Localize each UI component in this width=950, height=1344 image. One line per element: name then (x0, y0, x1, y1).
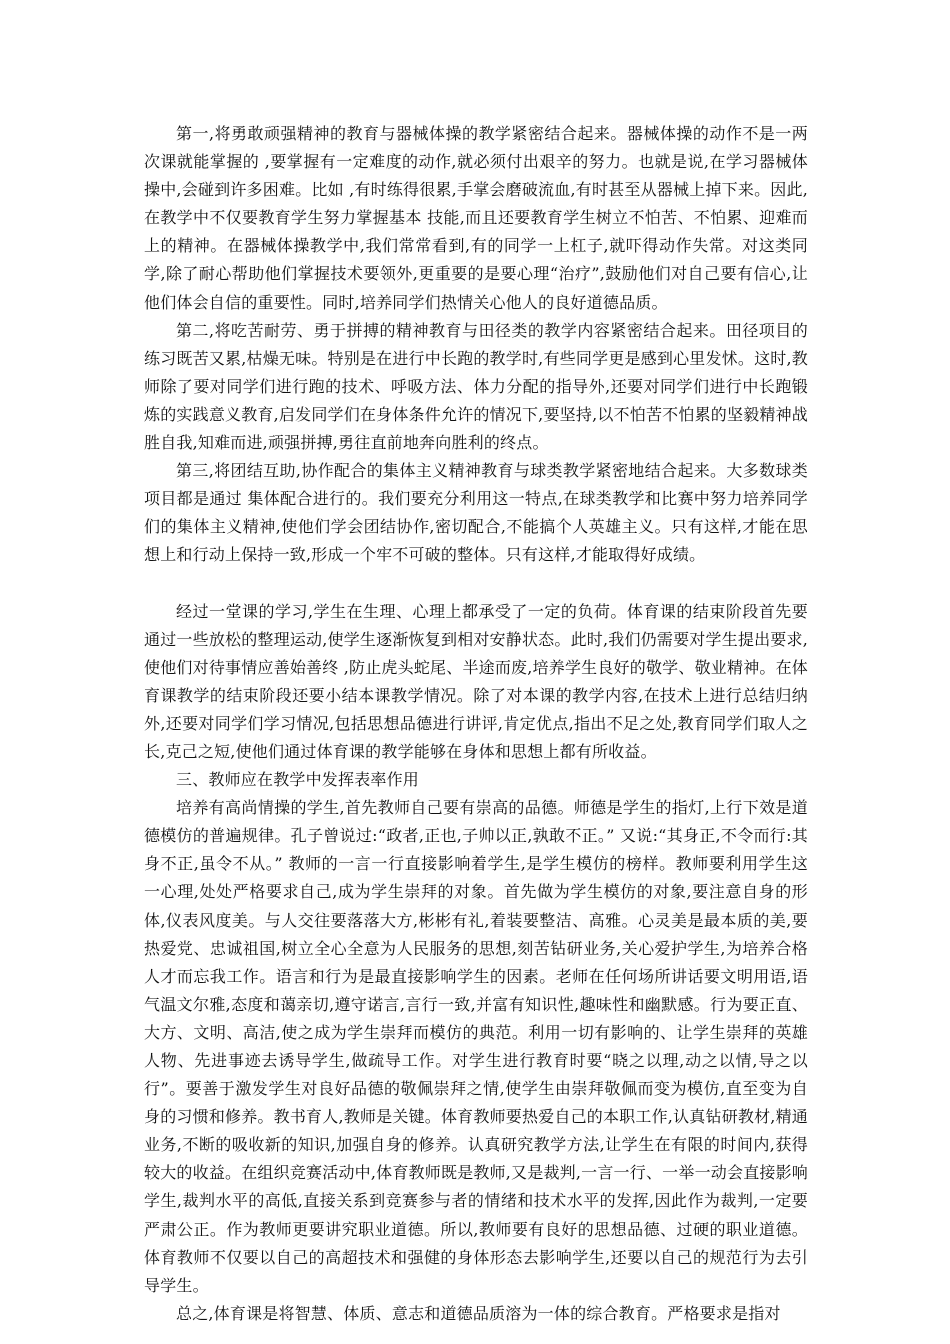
paragraph-conclusion: 总之,体育课是将智慧、体质、意志和道德品质溶为一体的综合教育。严格要求是指对 (176, 1303, 781, 1323)
paragraph-ball-games: 第三,将团结互助,协作配合的集体主义精神教育与球类教学紧密地结合起来。大多数球类项目都是通过 集体配合进行的。我们要充分利用这一特点,在球类教学和比赛中努力培养同学们的集体主义精神,使他们学会团结协作,密切配合,不能搞个人英雄主义。只有这样,才能在思想上和行动上保持一致,形成一个牢不可破的整体。只有这样,才能取得好成绩。 (144, 461, 808, 565)
document-body (144, 120, 808, 1328)
paragraph-teacher-example: 培养有高尚情操的学生,首先教师自己要有崇高的品德。师德是学生的指灯,上行下效是道德模仿的普遍规律。孔子曾说过:“政者,正也,子帅以正,孰敢不正。” 又说:“其身正,不令而行:其身不正,虽令不从。” 教师的一言一行直接影响着学生,是学生模仿的榜样。教师要利用学生这一心理,处处严格要求自己,成为学生崇拜的对象。首先做为学生模仿的对象,要注意自身的形体,仪表风度美。与人交往要落落大方,彬彬有礼,着装要整洁、高雅。心灵美是最本质的美,要热爱党、忠诚祖国,树立全心全意为人民服务的思想,刻苦钻研业务,关心爱护学生,为培养合格人才而忘我工作。语言和行为是最直接影响学生的因素。老师在任何场所讲话要文明用语,语气温文尔雅,态度和蔼亲切,遵守诺言,言行一致,并富有知识性,趣味性和幽默感。行为要正直、大方、文明、高洁,使之成为学生崇拜而模仿的典范。利用一切有影响的、让学生崇拜的英雄人物、先进事迹去诱导学生,做疏导工作。对学生进行教育时要“晓之以理,动之以情,导之以行”。要善于激发学生对良好品德的敬佩崇拜之情,使学生由崇拜敬佩而变为模仿,直至变为自身的习惯和修养。教书育人,教师是关键。体育教师要热爱自己的本职工作,认真钻研教材,精通业务,不断的吸收新的知识,加强自身的修养。认真研究教学方法,让学生在有限的时间内,获得较大的收益。在组织竞赛活动中,体育教师既是教师,又是裁判,一言一行、一举一动会直接影响学生,裁判水平的高低,直接关系到竞赛参与者的情绪和技术水平的发挥,因此作为裁判,一定要严肃公正。作为教师更要讲究职业道德。所以,教师要有良好的思想品德、过硬的职业道德。体育教师不仅要以自己的高超技术和强健的身体形态去影响学生,还要以自己的规范行为去引导学生。 (144, 798, 808, 1295)
paragraph-gymnastics: 第一,将勇敢顽强精神的教育与器械体操的教学紧密结合起来。器械体操的动作不是一两次课就能掌握的 ,要掌握有一定难度的动作,就必须付出艰辛的努力。也就是说,在学习器械体操中,会碰到许多困难。比如 ,有时练得很累,手掌会磨破流血,有时甚至从器械上掉下来。因此,在教学中不仅要教育学生努力掌握基本 技能,而且还要教育学生树立不怕苦、不怕累、迎难而上的精神。在器械体操教学中,我们常常看到,有的同学一上杠子,就吓得动作失常。对这类同学,除了耐心帮助他们掌握技术要领外,更重要的是要心理“治疗”,鼓励他们对自己要有信心,让他们体会自信的重要性。同时,培养同学们热情关心他人的良好道德品质。 (144, 124, 808, 312)
paragraph-class-ending: 经过一堂课的学习,学生在生理、心理上都承受了一定的负荷。体育课的结束阶段首先要通过一些放松的整理运动,使学生逐渐恢复到相对安静状态。此时,我们仍需要对学生提出要求,使他们对待事情应善始善终 ,防止虎头蛇尾、半途而废,培养学生良好的敬学、敬业精神。在体育课教学的结束阶段还要小结本课教学情况。除了对本课的教学内容,在技术上进行总结归纳外,还要对同学们学习情况,包括思想品德进行讲评,肯定优点,指出不足之处,教育同学们取人之长,克己之短,使他们通过体育课的教学能够在身体和思想上都有所收益。 (144, 601, 808, 761)
paragraph-track-field: 第二,将吃苦耐劳、勇于拼搏的精神教育与田径类的教学内容紧密结合起来。田径项目的练习既苦又累,枯燥无味。特别是在进行中长跑的教学时,有些同学更是感到心里发怵。这时,教师除了要对同学们进行跑的技术、呼吸方法、体力分配的指导外,还要对同学们进行中长跑锻炼的实践意义教育,启发同学们在身体条件允许的情况下,要坚持,以不怕苦不怕累的坚毅精神战胜自我,知难而进,顽强拼搏,勇往直前地奔向胜利的终点。 (144, 320, 808, 453)
section-heading-teacher-role: 三、教师应在教学中发挥表率作用 (176, 770, 420, 790)
paragraph-gap (144, 570, 808, 598)
